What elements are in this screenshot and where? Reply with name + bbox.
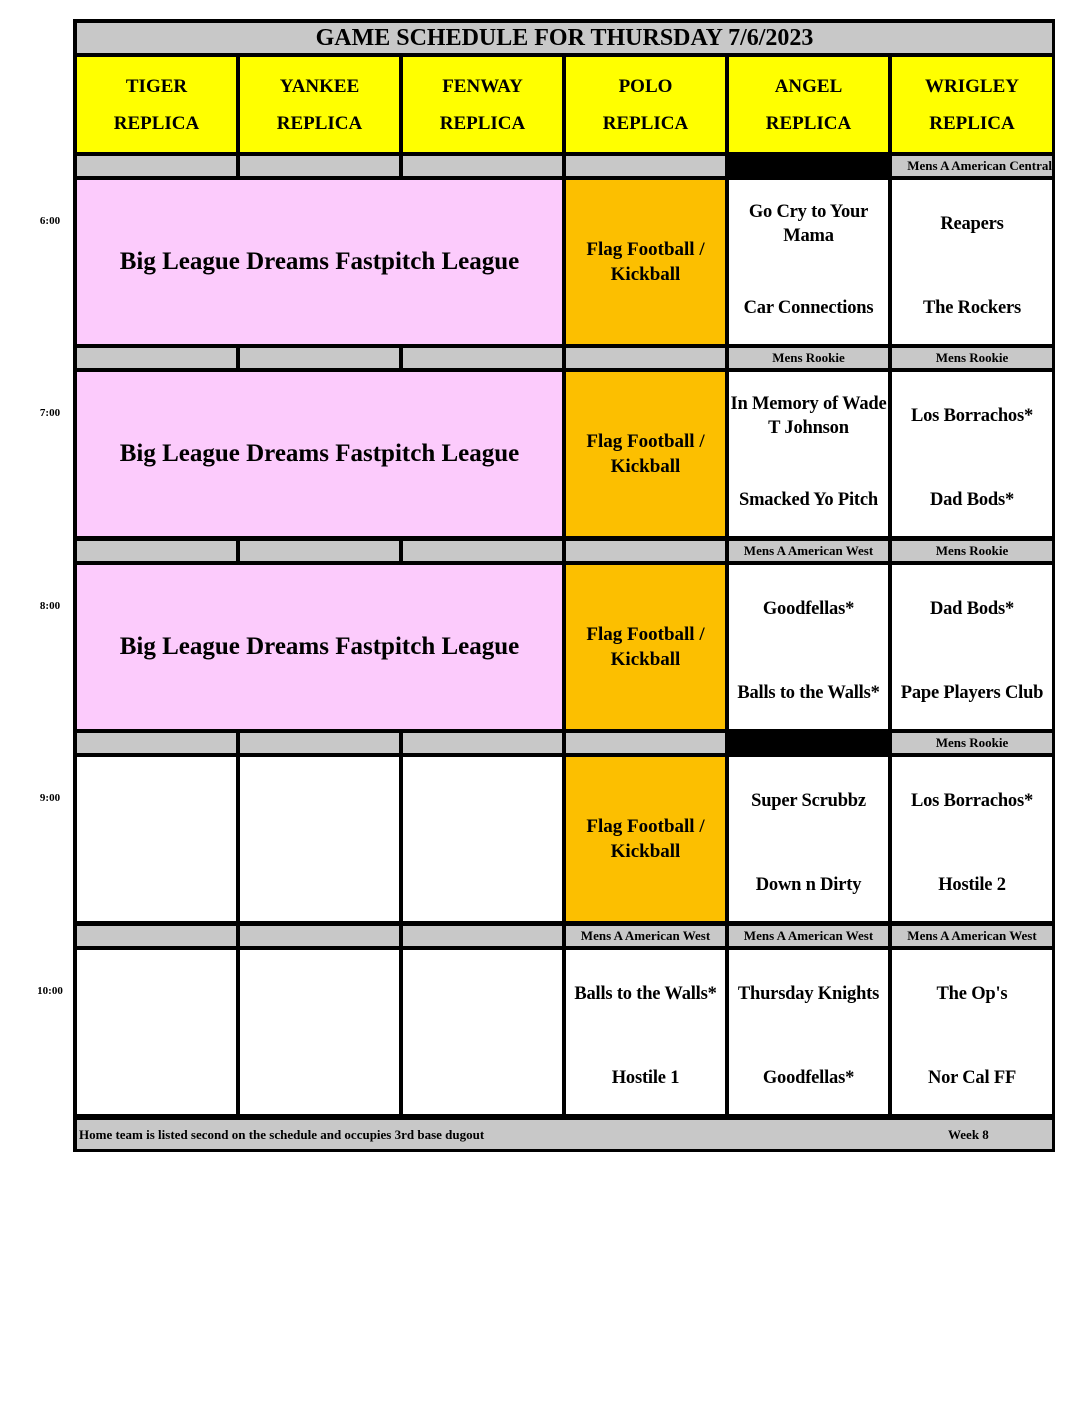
week-label: Week 8 <box>948 1127 989 1142</box>
game-cell-wrigley <box>892 950 1052 1114</box>
game-cell-angel <box>729 372 888 536</box>
empty-cell-tiger <box>77 757 236 921</box>
flag-football-block: Flag Football / Kickball <box>566 180 725 344</box>
footer-note: Home team is listed second on the schedule and occupies 3rd base dugout <box>79 1127 485 1142</box>
division-cell-tiger <box>77 348 236 368</box>
time-label: 10:00 <box>37 985 63 997</box>
home-team: Dad Bods* <box>929 490 1015 510</box>
home-team: Car Connections <box>743 298 874 318</box>
game-cell-wrigley <box>892 180 1052 344</box>
division-cell-yankee <box>240 156 399 176</box>
division-cell-yankee <box>240 348 399 368</box>
division-cell-fenway <box>403 348 562 368</box>
time-label: 8:00 <box>39 600 61 612</box>
away-team: Thursday Knights <box>737 984 880 1004</box>
game-cell-wrigley <box>892 565 1052 729</box>
time-label: 9:00 <box>39 792 61 804</box>
flag-football-block: Flag Football / Kickball <box>566 372 725 536</box>
field-header-wrigley <box>892 57 1052 152</box>
division-label-wrigley: Mens A American Central <box>892 156 1052 176</box>
game-cell-angel <box>729 757 888 921</box>
fastpitch-block: Big League Dreams Fastpitch League <box>77 565 562 729</box>
game-cell-angel <box>729 180 888 344</box>
field-name: WRIGLEY <box>925 75 1019 97</box>
field-header-polo <box>566 57 725 152</box>
home-team: Balls to the Walls* <box>737 683 880 703</box>
empty-cell-fenway <box>403 950 562 1114</box>
schedule-title: GAME SCHEDULE FOR THURSDAY 7/6/2023 <box>77 23 1052 53</box>
game-cell-angel <box>729 565 888 729</box>
away-team: Goodfellas* <box>762 599 855 619</box>
field-name: FENWAY <box>442 75 523 97</box>
away-team: The Op's <box>936 984 1008 1004</box>
division-cell-tiger <box>77 926 236 946</box>
field-header-tiger <box>77 57 236 152</box>
field-sub: REPLICA <box>929 112 1015 134</box>
division-label-polo: Mens A American West <box>566 926 725 946</box>
home-team: Hostile 2 <box>938 875 1006 895</box>
time-label: 7:00 <box>39 407 61 419</box>
away-team: Dad Bods* <box>929 599 1015 619</box>
field-header-fenway <box>403 57 562 152</box>
division-label-wrigley: Mens Rookie <box>892 733 1052 753</box>
division-cell-polo <box>566 541 725 561</box>
home-team: Nor Cal FF <box>927 1068 1017 1088</box>
division-label-angel: Mens A American Central <box>742 735 887 750</box>
away-team: Go Cry to Your Mama <box>748 202 869 246</box>
game-cell-wrigley <box>892 757 1052 921</box>
field-name: TIGER <box>125 75 188 97</box>
division-label-angel: Mens A American West <box>729 541 888 561</box>
division-cell-fenway <box>403 156 562 176</box>
field-name: ANGEL <box>774 75 843 97</box>
home-team: Down n Dirty <box>755 875 862 895</box>
game-cell-angel <box>729 950 888 1114</box>
away-team: Los Borrachos* <box>910 406 1034 426</box>
game-cell-polo <box>566 950 725 1114</box>
empty-cell-fenway <box>403 757 562 921</box>
division-cell-tiger <box>77 156 236 176</box>
division-cell-tiger <box>77 733 236 753</box>
field-header-yankee <box>240 57 399 152</box>
field-name: YANKEE <box>279 75 360 97</box>
flag-football-block: Flag Football / Kickball <box>566 565 725 729</box>
home-team: Smacked Yo Pitch <box>739 490 878 510</box>
fastpitch-block: Big League Dreams Fastpitch League <box>77 180 562 344</box>
division-cell-yankee <box>240 926 399 946</box>
home-team: Pape Players Club <box>900 683 1044 703</box>
away-team: In Memory of Wade T Johnson <box>730 394 887 438</box>
away-team: Reapers <box>940 214 1004 234</box>
fastpitch-block: Big League Dreams Fastpitch League <box>77 372 562 536</box>
field-sub: REPLICA <box>113 112 200 134</box>
field-header-angel <box>729 57 888 152</box>
field-sub: REPLICA <box>765 112 852 134</box>
division-cell-yankee <box>240 541 399 561</box>
field-sub: REPLICA <box>439 112 526 134</box>
division-label-wrigley: Mens Rookie <box>892 541 1052 561</box>
flag-football-block: Flag Football / Kickball <box>566 757 725 921</box>
home-team: Goodfellas* <box>762 1068 855 1088</box>
division-cell-polo <box>566 348 725 368</box>
field-name: POLO <box>618 75 673 97</box>
home-team: Hostile 1 <box>611 1068 680 1088</box>
division-cell-tiger <box>77 541 236 561</box>
empty-cell-yankee <box>240 950 399 1114</box>
division-label-wrigley: Mens Rookie <box>892 348 1052 368</box>
schedule-footer <box>77 1120 1052 1149</box>
away-team: Super Scrubbz <box>751 791 866 811</box>
field-sub: REPLICA <box>276 112 363 134</box>
division-cell-yankee <box>240 733 399 753</box>
away-team: Los Borrachos* <box>910 791 1034 811</box>
division-label-angel: Mens A American West <box>729 926 888 946</box>
division-cell-fenway <box>403 733 562 753</box>
away-team: Balls to the Walls* <box>574 984 717 1004</box>
game-cell-wrigley <box>892 372 1052 536</box>
empty-cell-tiger <box>77 950 236 1114</box>
home-team: The Rockers <box>923 298 1021 318</box>
division-label-wrigley: Mens A American West <box>892 926 1052 946</box>
field-sub: REPLICA <box>602 112 689 134</box>
division-cell-fenway <box>403 926 562 946</box>
division-cell-fenway <box>403 541 562 561</box>
time-label: 6:00 <box>39 215 61 227</box>
division-label-angel: Mens A American Central <box>742 158 887 173</box>
division-label-angel: Mens Rookie <box>729 348 888 368</box>
empty-cell-yankee <box>240 757 399 921</box>
